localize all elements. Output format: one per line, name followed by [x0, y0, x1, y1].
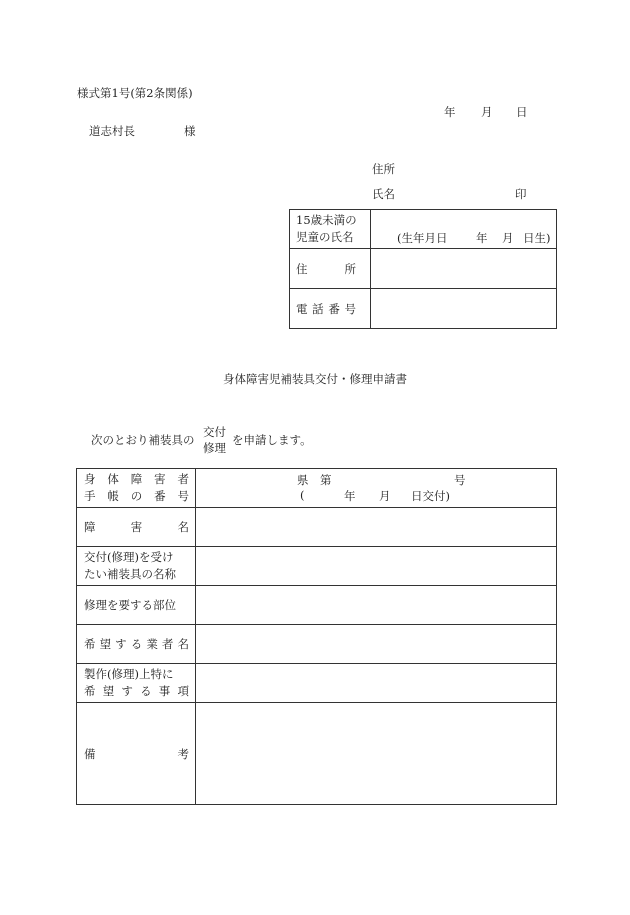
addressee-name: 道志村長	[89, 124, 135, 138]
disability-label-cell	[77, 508, 196, 547]
vendor-label-char: 者	[161, 637, 174, 651]
applicant-name-label: 氏名	[372, 187, 395, 201]
handbook-label-char: 手	[84, 489, 96, 503]
table-row	[77, 547, 557, 586]
issue-day-label: 日交付)	[411, 489, 450, 503]
vendor-label-char: 望	[99, 637, 112, 651]
device-name-field[interactable]	[196, 547, 557, 586]
addressee-honorific: 様	[184, 124, 196, 138]
address-label-char: 所	[344, 261, 356, 276]
issue-year-label: 年	[344, 489, 356, 503]
intro-after: を申請します。	[232, 433, 312, 447]
repair-part-label: 修理を要する部位	[84, 598, 176, 612]
device-label-line-1: 交付(修理)を受け	[84, 550, 174, 564]
phone-label-char: 話	[312, 301, 324, 316]
device-label-line-2: たい補装具の名称	[84, 567, 176, 581]
remarks-label-cell	[77, 703, 196, 805]
intro-options	[203, 424, 226, 456]
date-year-label: 年	[444, 105, 456, 119]
special-label-line-1: 製作(修理)上特に	[84, 667, 174, 681]
number-gou-label: 号	[454, 473, 466, 487]
date-month-label: 月	[481, 105, 493, 119]
vendor-label-char: 業	[146, 637, 158, 651]
special-label-char: 望	[102, 684, 115, 698]
child-address-field[interactable]	[371, 249, 557, 289]
remarks-field[interactable]	[196, 703, 557, 805]
handbook-label-char: 身	[84, 472, 96, 486]
table-row	[290, 289, 557, 329]
table-row	[77, 625, 557, 664]
special-label-char: る	[140, 684, 152, 698]
special-label-char: す	[121, 684, 133, 698]
table-row	[77, 586, 557, 625]
handbook-label-char: 障	[130, 472, 143, 486]
child-name-label-cell	[290, 210, 371, 249]
vendor-label-char: る	[130, 637, 143, 651]
special-label-char: 項	[177, 684, 189, 698]
device-name-label-cell	[77, 547, 196, 586]
handbook-number-field[interactable]	[196, 469, 557, 508]
table-row	[290, 249, 557, 289]
special-request-label-cell	[77, 664, 196, 703]
disability-label-char: 障	[84, 520, 96, 534]
handbook-label-char: 害	[154, 472, 166, 486]
birthdate-month-label: 月	[502, 231, 514, 245]
remarks-label-char: 考	[177, 746, 189, 761]
child-info-table	[289, 209, 557, 329]
applicant-address-label: 住所	[372, 162, 395, 176]
phone-field[interactable]	[371, 289, 557, 329]
birthdate-open-label: (生年月日	[397, 231, 448, 245]
child-name-field[interactable]	[371, 210, 557, 249]
phone-label-char: 番	[328, 301, 340, 316]
child-name-label-line-2: 児童の氏名	[296, 230, 354, 244]
table-row	[77, 469, 557, 508]
intro-option-issue: 交付	[203, 425, 226, 439]
disability-field[interactable]	[196, 508, 557, 547]
table-row	[77, 664, 557, 703]
date-day-label: 日	[516, 105, 528, 119]
handbook-label-char: の	[130, 489, 143, 503]
repair-part-label-cell	[77, 586, 196, 625]
special-request-field[interactable]	[196, 664, 557, 703]
issue-date-open: (	[300, 488, 305, 502]
table-row	[77, 508, 557, 547]
intro-before: 次のとおり補装具の	[91, 433, 195, 447]
special-label-char: 事	[158, 684, 171, 698]
remarks-label-char: 備	[84, 746, 96, 761]
vendor-label-char: 名	[177, 637, 189, 651]
table-row	[290, 210, 557, 249]
device-application-table	[76, 468, 557, 805]
seal-mark: 印	[515, 187, 527, 201]
phone-label-cell	[290, 289, 371, 329]
vendor-label-char: 希	[84, 637, 96, 651]
issue-month-label: 月	[379, 489, 391, 503]
number-dai-label: 第	[320, 473, 332, 487]
handbook-label-cell	[77, 469, 196, 508]
special-label-char: 希	[84, 684, 96, 698]
form-number: 様式第1号(第2条関係)	[77, 86, 193, 100]
child-address-label-cell	[290, 249, 371, 289]
disability-label-char: 名	[177, 520, 189, 534]
phone-label-char: 電	[296, 301, 308, 316]
vendor-label-cell	[77, 625, 196, 664]
birthdate-day-label: 日生)	[523, 231, 551, 245]
handbook-label-char: 者	[177, 472, 189, 486]
address-label-char: 住	[296, 261, 308, 276]
birthdate-year-label: 年	[476, 231, 488, 245]
child-name-label-line-1: 15歳未満の	[296, 213, 357, 227]
table-row	[77, 703, 557, 805]
prefecture-label: 県	[297, 473, 309, 487]
handbook-label-char: 号	[177, 489, 189, 503]
document-title: 身体障害児補装具交付・修理申請書	[223, 372, 407, 386]
vendor-label-char: す	[115, 637, 127, 651]
vendor-field[interactable]	[196, 625, 557, 664]
repair-part-field[interactable]	[196, 586, 557, 625]
handbook-label-char: 体	[107, 472, 119, 486]
handbook-label-char: 番	[154, 489, 166, 503]
phone-label-char: 号	[344, 301, 356, 316]
handbook-label-char: 帳	[107, 489, 119, 503]
intro-option-repair: 修理	[203, 441, 226, 455]
disability-label-char: 害	[130, 520, 143, 534]
